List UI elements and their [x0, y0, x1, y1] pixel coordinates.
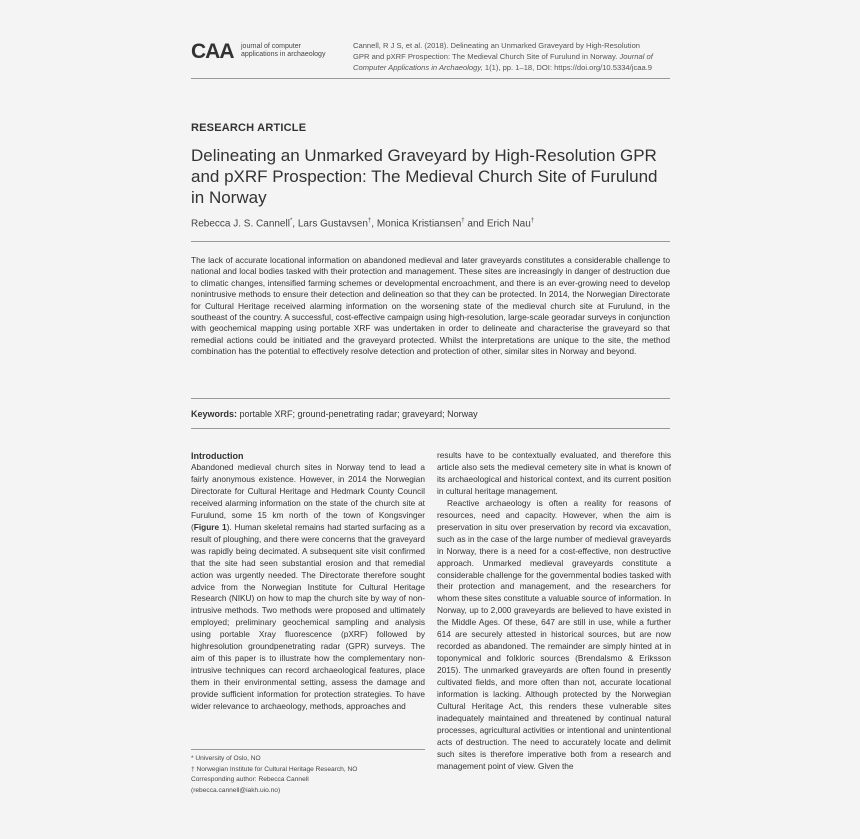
body-paragraph: results have to be contextually evaluated, and therefore this article also sets the medieval cemetery site in what is known of its archaeological and historical context, and its current position in cultural heritage management. — [437, 450, 671, 496]
keywords-text: portable XRF; ground-penetrating radar; graveyard; Norway — [239, 409, 478, 419]
author-affiliation-mark: † — [530, 218, 535, 224]
citation-block — [353, 40, 670, 73]
section-heading-introduction: Introduction — [191, 451, 244, 461]
header-divider — [191, 78, 670, 79]
authors-divider — [191, 241, 670, 242]
body-paragraph — [191, 462, 425, 713]
footnote-corresponding-author: Corresponding author: Rebecca Cannell — [191, 776, 309, 783]
body-column-left — [191, 450, 425, 713]
figure-reference-link[interactable]: Figure 1 — [193, 521, 227, 532]
body-text: Abandoned medieval church sites in Norway tend to lead a fairly anonymous existence. However, in 2014 the Norwegian Directorate for Cultural Heritage and Hedmark County Council received alarming information on the state of the church site at Furulund, some 15 km north of the town of Kongsvinger ( — [191, 462, 425, 532]
abstract-divider — [191, 398, 670, 399]
citation-doi[interactable]: 1(1), pp. 1–18, DOI: https://doi.org/10.5334/jcaa.9 — [484, 63, 653, 72]
article-type: RESEARCH ARTICLE — [191, 122, 307, 134]
author-separator: , — [292, 218, 298, 230]
citation-title-part: GPR and pXRF Prospection: The Medieval Church Site of Furulund in Norway. — [353, 52, 618, 61]
footnote-affiliation-1: * University of Oslo, NO — [191, 755, 261, 762]
body-text: ). Human skeletal remains had started surfacing as a result of ploughing, and there were concerns that the graveyard was rapidly being decimated. A subsequent site visit confirmed that the site had seen substantial erosion and that remedial action was urgently needed. The Directorate therefore sought advice from the Norwegian Institute for Cultural Heritage Research (NIKU) on how to map the church site by way of non-intrusive methods. Two methods were proposed and ultimately employed; preliminary geochemical sampling and analysis using portable Xray fluorescence (pXRF) followed by highresolution groundpenetrating radar (GPR) surveys. The aim of this paper is to illustrate how the complementary non-intrusive techniques can record archaeological features, place them in their environmental setting, assess the damage and provide sufficient information for protection strategies. To have wider relevance to archaeology, methods, approaches and — [191, 521, 425, 712]
keywords-label: Keywords: — [191, 409, 238, 419]
journal-logo-mark: CAA — [191, 40, 234, 63]
footnotes — [191, 754, 425, 796]
footnote-divider — [191, 749, 425, 750]
author-separator: and — [464, 218, 487, 230]
citation-line-2 — [353, 51, 670, 62]
citation-journal-part-b: Computer Applications in Archaeology, — [353, 63, 483, 72]
author-name[interactable]: Erich Nau — [486, 218, 531, 230]
page-header — [191, 40, 670, 78]
author-name[interactable]: Lars Gustavsen — [297, 218, 368, 230]
journal-logo — [191, 40, 331, 64]
author-list — [191, 218, 670, 229]
article-title: Delineating an Unmarked Graveyard by High-Resolution GPR and pXRF Prospection: The Medieval Church Site of Furulund in Norway — [191, 146, 658, 207]
author-name[interactable]: Rebecca J. S. Cannell — [191, 218, 290, 230]
keywords-divider — [191, 428, 670, 429]
author-name[interactable]: Monica Kristiansen — [376, 218, 462, 230]
citation-line-1: Cannell, R J S, et al. (2018). Delineating an Unmarked Graveyard by High-Resolution — [353, 41, 641, 50]
author-affiliation-mark: * — [289, 218, 293, 224]
citation-journal-part-a: Journal of — [619, 52, 653, 61]
citation-line-3 — [353, 62, 670, 73]
author-affiliation-mark: † — [367, 218, 372, 224]
body-paragraph: Reactive archaeology is often a reality for reasons of resources, need and capacity. However, when the aim is preservation in situ over preservation by record via excavation, such as in the case of the large number of medieval graveyards in Norway, there is a need for a cost-effective, non destructive approach. Unmarked medieval graveyards constitute a considerable challenge for the governmental bodies tasked with their protection and management, and the researchers for whom these sites constitute a valuable source of information. In Norway, up to 2,000 graveyards are believed to have existed in the Middle Ages. Of these, 647 are still in use, while a further 614 are securely attested in historical sources, but are now recorded as abandoned. The remainder are simply hinted at in toponymical and folkloric sources (Brendalsmo & Eriksson 2015). The unmarked graveyards are often found in presently cultivated fields, and more often than not, accurate locational information is lacking. Although protected by the Norwegian Cultural Heritage Act, this renders these vulnerable sites inadequately maintained and threatened by continual natural processes, agricultural activities or intentional and unintentional acts of destruction. The need to accurately locate and delimit such sites is therefore imperative both from a research and management point of view. Given the — [437, 497, 671, 771]
author-separator: , — [371, 218, 377, 230]
journal-logo-line-1: journal of computer — [241, 43, 301, 50]
journal-logo-line-2: applications in archaeology — [241, 51, 326, 58]
footnote-affiliation-2: † Norwegian Institute for Cultural Heritage Research, NO — [191, 765, 358, 773]
journal-logo-text — [241, 43, 331, 59]
footnote-email[interactable]: (rebecca.cannell@iakh.uio.no) — [191, 786, 281, 794]
body-column-right — [437, 450, 671, 773]
abstract: The lack of accurate locational information on abandoned medieval and later graveyards constitutes a considerable challenge to national and local bodies tasked with their protection and management. These sites are increasingly in danger of destruction due to climatic changes, intensified farming schemes or developmental encroachment, and there is an ever-growing need to develop nonintrusive methods to ensure their detection and delineation so that they can be protected. In 2014, the Norwegian Directorate for Cultural Heritage received alarming information on the worsening state of the medieval church site at Furulund, in the southeast of the country. A successful, cost-effective campaign using high-resolution, large-scale georadar surveys in conjunction with geochemical mapping using portable XRF was undertaken in order to delineate and characterise the graveyard so that remedial actions could be initiated and the graveyard protected. Whilst the interpretations are unique to the site, the method combination has the potential to effectively resolve detection and protection of other, similar sites in Norway and beyond. — [191, 255, 670, 357]
keywords — [191, 409, 670, 419]
author-affiliation-mark: † — [461, 218, 465, 224]
